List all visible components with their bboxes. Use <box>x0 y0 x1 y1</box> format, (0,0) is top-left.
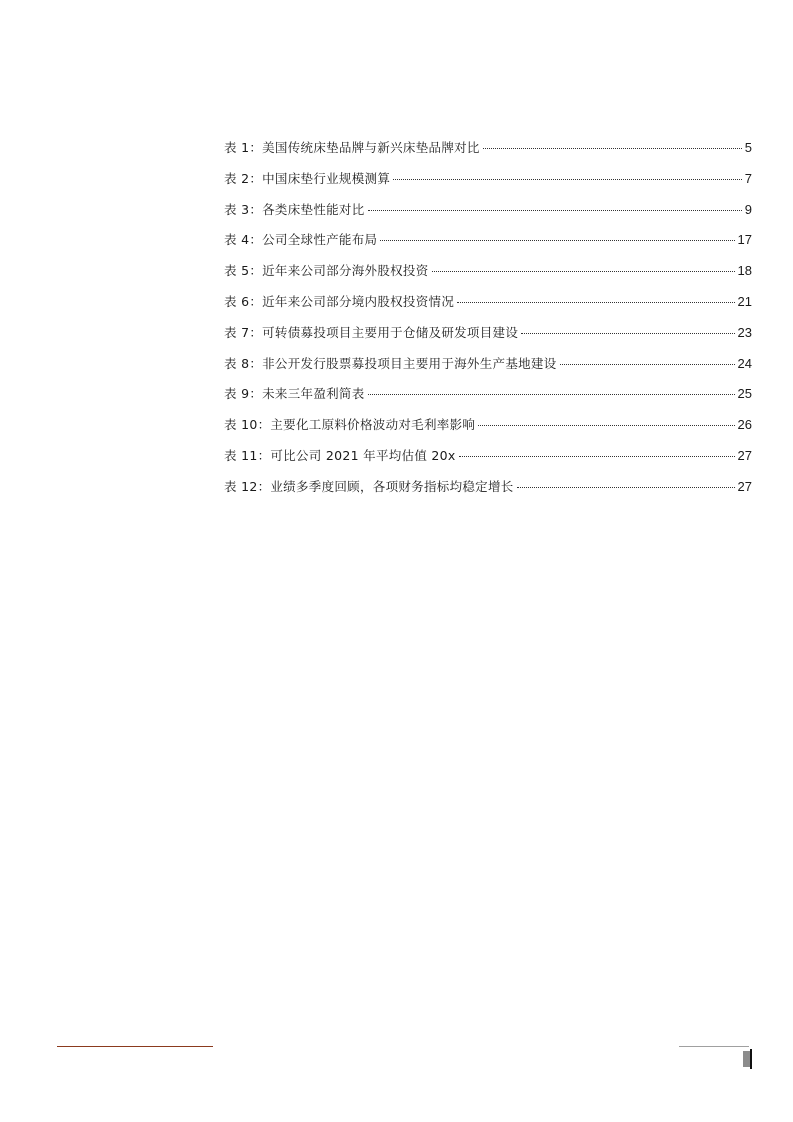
footer-page-rule <box>679 1046 749 1047</box>
dot-leader <box>393 179 742 180</box>
toc-entry-page: 5 <box>744 140 752 155</box>
toc-entry-6[interactable] <box>224 292 752 323</box>
toc-entry-page: 26 <box>737 417 752 433</box>
toc-entry-page: 7 <box>744 170 752 186</box>
dot-leader <box>368 210 742 211</box>
toc-entry-title: 表 7：可转债募投项目主要用于仓储及研发项目建设 <box>224 324 519 340</box>
table-of-tables <box>224 138 752 508</box>
toc-entry-page: 23 <box>737 324 752 340</box>
toc-entry-title: 表 5：近年来公司部分海外股权投资 <box>224 263 429 279</box>
page-marker-block <box>743 1051 750 1067</box>
toc-entry-3[interactable] <box>224 200 752 231</box>
page-marker-bar <box>750 1049 752 1069</box>
toc-entry-page: 24 <box>737 355 752 371</box>
toc-entry-2[interactable] <box>224 169 752 200</box>
toc-entry-5[interactable] <box>224 261 752 292</box>
dot-leader <box>457 302 734 303</box>
toc-entry-page: 27 <box>737 478 752 494</box>
toc-entry-title: 表 2：中国床垫行业规模测算 <box>224 170 391 186</box>
dot-leader <box>459 456 735 457</box>
toc-entry-title: 表 4：公司全球性产能布局 <box>224 232 378 248</box>
toc-entry-page: 21 <box>737 293 752 309</box>
toc-entry-title: 表 10：主要化工原料价格波动对毛利率影响 <box>224 417 476 433</box>
toc-entry-page: 27 <box>737 447 752 463</box>
toc-entry-11[interactable] <box>224 446 752 477</box>
dot-leader <box>560 364 735 365</box>
toc-entry-9[interactable] <box>224 384 752 415</box>
toc-entry-title: 表 9：未来三年盈利简表 <box>224 386 365 402</box>
toc-entry-4[interactable] <box>224 230 752 261</box>
toc-entry-1[interactable] <box>224 138 752 169</box>
toc-entry-page: 18 <box>737 263 752 279</box>
dot-leader <box>478 425 734 426</box>
dot-leader <box>521 333 734 334</box>
toc-entry-title: 表 6：近年来公司部分境内股权投资情况 <box>224 293 455 309</box>
dot-leader <box>517 487 735 488</box>
dot-leader <box>483 148 742 149</box>
dot-leader <box>368 394 735 395</box>
dot-leader <box>432 271 735 272</box>
toc-entry-7[interactable] <box>224 323 752 354</box>
toc-entry-page: 9 <box>744 201 752 217</box>
toc-entry-title: 表 3：各类床垫性能对比 <box>224 201 365 217</box>
toc-entry-8[interactable] <box>224 354 752 385</box>
toc-entry-10[interactable] <box>224 415 752 446</box>
toc-entry-title: 表 1：美国传统床垫品牌与新兴床垫品牌对比 <box>224 140 480 155</box>
toc-entry-page: 17 <box>737 232 752 248</box>
dot-leader <box>380 240 734 241</box>
toc-entry-12[interactable] <box>224 477 752 508</box>
toc-entry-page: 25 <box>737 386 752 402</box>
toc-entry-title: 表 12：业绩多季度回顾，各项财务指标均稳定增长 <box>224 478 514 494</box>
toc-entry-title: 表 8：非公开发行股票募投项目主要用于海外生产基地建设 <box>224 355 557 371</box>
footer-accent-rule <box>57 1046 213 1047</box>
toc-entry-title: 表 11：可比公司 2021 年平均估值 20x <box>224 447 456 463</box>
